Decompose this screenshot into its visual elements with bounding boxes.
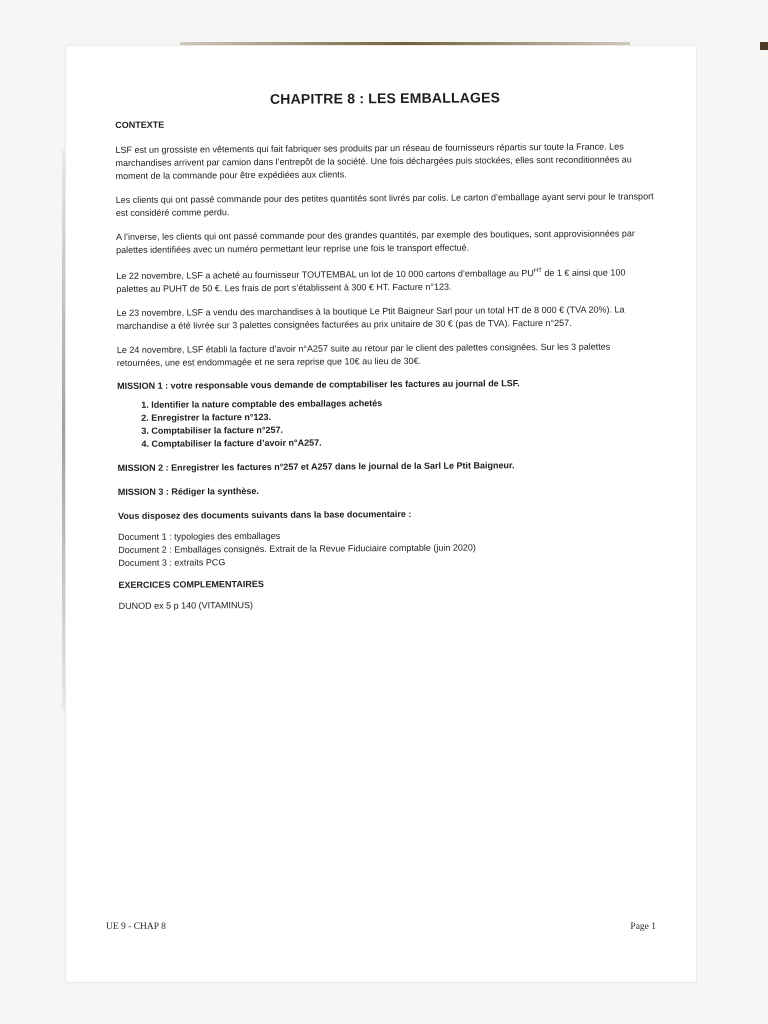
paragraph-3: A l’inverse, les clients qui ont passé commande pour des grandes quantités, par exemple des boutiques, sont approvisionnées par palettes identifiées avec un numéro permettant leur reprise une fois le transport effectué. xyxy=(115,228,635,255)
paragraph-4 xyxy=(116,264,656,296)
mission-2-heading: MISSION 2 : Enregistrer les factures n°257 et A257 dans le journal de la Sarl Le Ptit Baigneur. xyxy=(117,460,515,473)
paragraph-4-text: Le 22 novembre, LSF a acheté au fournisseur TOUTEMBAL un lot de 10 000 cartons d’emballage au PU xyxy=(116,268,534,281)
context-heading: CONTEXTE xyxy=(115,119,165,130)
document-entry: Document 2 : Emballages consignés. Extrait de la Revue Fiduciaire comptable (juin 2020) xyxy=(118,542,476,555)
document-entry: Document 3 : extraits PCG xyxy=(118,557,226,568)
page-top-shadow xyxy=(180,42,630,45)
exercises-heading: EXERCICES COMPLEMENTAIRES xyxy=(118,578,264,590)
footer-left-text: UE 9 - CHAP 8 xyxy=(106,922,166,932)
paragraph-4-superscript: HT xyxy=(533,268,542,275)
document-entry: Document 1 : typologies des emballages xyxy=(118,530,281,542)
paragraph-6: Le 24 novembre, LSF établi la facture d’avoir n°A257 suite au retour par le client des palettes consignées. Sur les 3 palettes retournées, une est endommagée et ne sera reprise que 10€ au lieu de 30€. xyxy=(116,341,611,368)
paragraph-4-rest: de 1 € ainsi que 100 palettes au PUHT de 50 €. Les frais de port s’établissent à 300 € HT. Facture n°123. xyxy=(116,267,626,294)
paragraph-5: Le 23 novembre, LSF a vendu des marchandises à la boutique Le Ptit Baigneur Sarl pour un total HT de 8 000 € (TVA 20%). La marchandise a été livrée sur 3 palettes consignées facturées au prix unitaire de 30 € (pas de TVA). Facture n°257. xyxy=(116,304,625,331)
mission-1-item: 3. Comptabiliser la facture n°257. xyxy=(151,421,657,438)
mission-1-item: 2. Enregistrer la facture n°123. xyxy=(151,408,657,425)
exercises-text: DUNOD ex 5 p 140 (VITAMINUS) xyxy=(118,600,254,611)
corner-mark xyxy=(760,42,768,50)
paragraph-2: Les clients qui ont passé commande pour des petites quantités sont livrés par colis. Le carton d’emballage ayant servi pour le transport est considéré comme perdu. xyxy=(115,191,654,218)
documents-list xyxy=(118,527,658,570)
chapter-title: CHAPITRE 8 : LES EMBALLAGES xyxy=(269,89,501,107)
documents-heading: Vous disposez des documents suivants dans la base documentaire : xyxy=(117,508,412,521)
mission-1-heading: MISSION 1 : votre responsable vous demande de comptabiliser les factures au journal de LSF. xyxy=(117,378,520,391)
mission-1-list xyxy=(117,395,657,451)
page-footer xyxy=(106,922,656,932)
mission-1-item: 4. Comptabiliser la facture d’avoir n°A257. xyxy=(151,434,657,451)
mission-1-item: 1. Identifier la nature comptable des emballages achetés xyxy=(151,395,657,412)
document-content xyxy=(115,86,659,624)
mission-3-heading: MISSION 3 : Rédiger la synthèse. xyxy=(117,486,259,497)
page-left-shadow xyxy=(62,150,65,710)
paragraph-1: LSF est un grossiste en vêtements qui fait fabriquer ses produits par un réseau de fournisseurs répartis sur toute la France. Les marchandises arrivent par camion dans l’entrepôt de la société. Une fois déchargées puis stockées, elles sont reconditionnées au moment de la commande pour être expédiées aux clients. xyxy=(115,141,632,181)
footer-page-number: Page 1 xyxy=(630,922,656,932)
